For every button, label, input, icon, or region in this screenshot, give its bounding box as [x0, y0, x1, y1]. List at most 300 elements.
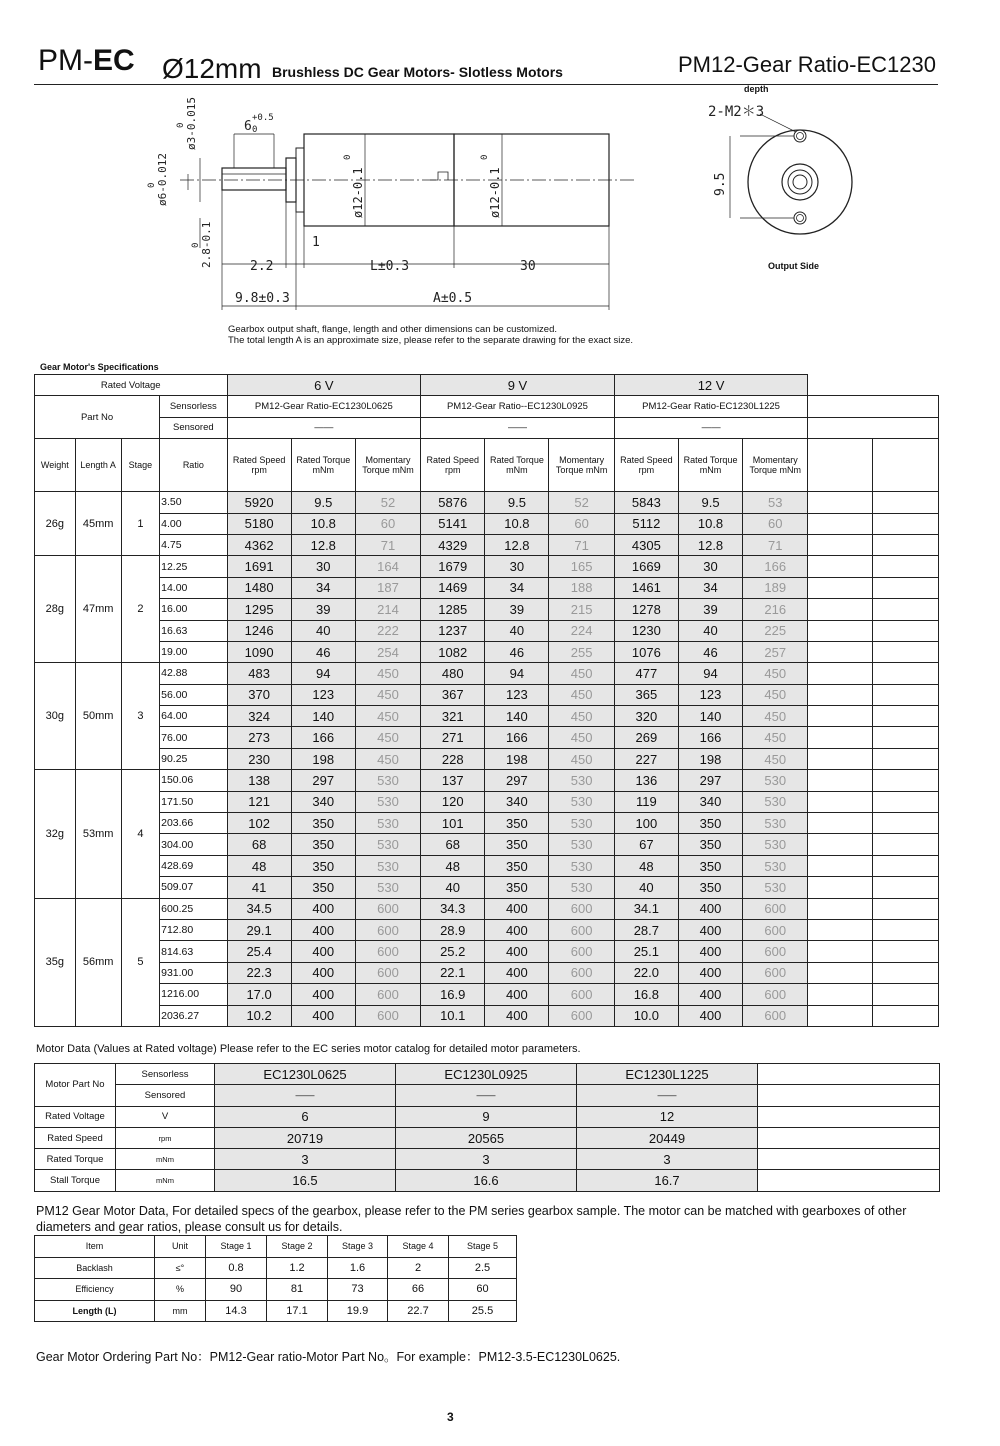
rated-voltage-12v: 12	[577, 1106, 758, 1127]
spec-row	[35, 834, 939, 855]
cell-torque-6v: 350	[291, 877, 355, 898]
blank-cell	[808, 439, 872, 492]
rated-voltage-6v: 6	[215, 1106, 396, 1127]
cell-mom-12v: 600	[743, 984, 808, 1005]
cell-ratio: 428.69	[160, 855, 227, 876]
group-stage: 1	[121, 492, 160, 556]
cell-speed-12v: 320	[614, 706, 678, 727]
cell-torque-12v: 350	[678, 877, 742, 898]
cell-speed-12v: 1230	[614, 620, 678, 641]
sensored-6v: ——	[227, 417, 421, 438]
cell-torque-12v: 400	[678, 898, 742, 919]
rated-voltage-label: Rated Voltage	[35, 375, 228, 396]
spec-row	[35, 641, 939, 662]
col-mom-6v: Momentary Torque mNm	[355, 439, 420, 492]
cell-speed-6v: 138	[227, 770, 291, 791]
cell-torque-9v: 166	[485, 727, 549, 748]
col-weight: Weight	[35, 439, 76, 492]
cell-mom-12v: 71	[743, 534, 808, 555]
gearbox-stage-value: 81	[267, 1279, 328, 1301]
blank-cell	[758, 1064, 940, 1085]
cell-ratio: 16.63	[160, 620, 227, 641]
cell-torque-9v: 46	[485, 641, 549, 662]
cell-ratio: 42.88	[160, 663, 227, 684]
motor-sensored-label: Sensored	[116, 1085, 215, 1106]
rated-torque-label: Rated Torque	[35, 1149, 116, 1170]
group-weight: 35g	[35, 898, 76, 1026]
motor-sensored-6v: ——	[215, 1085, 396, 1106]
cell-torque-6v: 350	[291, 813, 355, 834]
cell-speed-12v: 67	[614, 834, 678, 855]
cell-mom-12v: 225	[743, 620, 808, 641]
cell-torque-9v: 350	[485, 877, 549, 898]
cell-speed-9v: 101	[421, 813, 485, 834]
cell-speed-9v: 271	[421, 727, 485, 748]
blank-cell	[872, 877, 938, 898]
blank-cell	[808, 813, 872, 834]
spec-row	[35, 684, 939, 705]
cell-torque-9v: 297	[485, 770, 549, 791]
gearbox-header: Stage 2	[267, 1236, 328, 1258]
cell-torque-12v: 40	[678, 620, 742, 641]
blank-cell	[808, 941, 872, 962]
cell-torque-6v: 39	[291, 599, 355, 620]
gearbox-unit: %	[155, 1279, 206, 1301]
blank-cell	[872, 834, 938, 855]
blank-cell	[872, 439, 938, 492]
cell-mom-6v: 600	[355, 962, 420, 983]
cell-mom-6v: 530	[355, 813, 420, 834]
cell-speed-9v: 16.9	[421, 984, 485, 1005]
cell-torque-12v: 34	[678, 577, 742, 598]
blank-cell	[758, 1170, 940, 1191]
cell-mom-6v: 530	[355, 855, 420, 876]
cell-torque-12v: 297	[678, 770, 742, 791]
gearbox-unit: ≤°	[155, 1257, 206, 1279]
cell-torque-6v: 12.8	[291, 534, 355, 555]
cell-ratio: 19.00	[160, 641, 227, 662]
blank-cell	[872, 492, 938, 513]
cell-mom-9v: 71	[549, 534, 614, 555]
motor-part-6v: EC1230L0625	[215, 1064, 396, 1085]
cell-torque-12v: 123	[678, 684, 742, 705]
cell-torque-9v: 123	[485, 684, 549, 705]
dim-motor-len: 30	[520, 259, 536, 274]
cell-torque-12v: 400	[678, 1005, 742, 1026]
cell-torque-6v: 400	[291, 919, 355, 940]
cell-speed-9v: 34.3	[421, 898, 485, 919]
cell-torque-6v: 166	[291, 727, 355, 748]
cell-speed-6v: 370	[227, 684, 291, 705]
blank-cell	[872, 984, 938, 1005]
col-mom-12v: Momentary Torque mNm	[743, 439, 808, 492]
cell-torque-9v: 350	[485, 813, 549, 834]
depth-label: depth	[744, 84, 769, 94]
blank-cell	[808, 706, 872, 727]
cell-mom-6v: 222	[355, 620, 420, 641]
spec-row	[35, 984, 939, 1005]
cell-torque-6v: 340	[291, 791, 355, 812]
blank-cell	[872, 1005, 938, 1026]
cell-torque-9v: 30	[485, 556, 549, 577]
blank-cell	[808, 684, 872, 705]
cell-torque-9v: 340	[485, 791, 549, 812]
gearbox-item: Efficiency	[35, 1279, 155, 1301]
dim-out-len: 9.8±0.3	[235, 291, 290, 306]
cell-ratio: 600.25	[160, 898, 227, 919]
group-stage: 4	[121, 770, 160, 898]
cell-speed-9v: 25.2	[421, 941, 485, 962]
cell-speed-6v: 5920	[227, 492, 291, 513]
blank-cell	[872, 748, 938, 769]
cell-ratio: 509.07	[160, 877, 227, 898]
gearbox-table	[34, 1235, 517, 1322]
blank-cell	[758, 1127, 940, 1148]
cell-torque-12v: 340	[678, 791, 742, 812]
note-customize: Gearbox output shaft, flange, length and other dimensions can be customized.	[228, 324, 558, 335]
cell-speed-12v: 477	[614, 663, 678, 684]
cell-mom-12v: 530	[743, 813, 808, 834]
gearbox-stage-value: 1.2	[267, 1257, 328, 1279]
cell-torque-12v: 400	[678, 941, 742, 962]
cell-torque-12v: 9.5	[678, 492, 742, 513]
cell-speed-9v: 367	[421, 684, 485, 705]
cell-mom-9v: 600	[549, 919, 614, 940]
cell-mom-6v: 450	[355, 748, 420, 769]
cell-speed-12v: 119	[614, 791, 678, 812]
cell-mom-9v: 600	[549, 984, 614, 1005]
cell-speed-12v: 16.8	[614, 984, 678, 1005]
cell-torque-9v: 350	[485, 834, 549, 855]
cell-torque-9v: 400	[485, 898, 549, 919]
cell-mom-6v: 52	[355, 492, 420, 513]
cell-mom-6v: 60	[355, 513, 420, 534]
cell-mom-6v: 164	[355, 556, 420, 577]
gearbox-row	[35, 1257, 517, 1279]
output-side-label: Output Side	[768, 261, 819, 271]
cell-mom-12v: 450	[743, 748, 808, 769]
cell-mom-9v: 530	[549, 855, 614, 876]
cell-torque-6v: 30	[291, 556, 355, 577]
cell-speed-9v: 480	[421, 663, 485, 684]
blank-cell	[808, 396, 939, 417]
dim-gear-len: L±0.3	[370, 259, 410, 274]
cell-ratio: 814.63	[160, 941, 227, 962]
spec-row	[35, 556, 939, 577]
cell-speed-9v: 5141	[421, 513, 485, 534]
stall-torque-12v: 16.7	[577, 1170, 758, 1191]
stall-torque-9v: 16.6	[396, 1170, 577, 1191]
cell-speed-9v: 1237	[421, 620, 485, 641]
cell-speed-9v: 1469	[421, 577, 485, 598]
dim-flange-dia: ø6-0.012	[156, 153, 169, 206]
cell-torque-12v: 39	[678, 599, 742, 620]
gearbox-header: Stage 1	[206, 1236, 267, 1258]
cell-speed-12v: 25.1	[614, 941, 678, 962]
cell-speed-12v: 4305	[614, 534, 678, 555]
group-stage: 5	[121, 898, 160, 1026]
col-ratio: Ratio	[160, 439, 227, 492]
dim-shaft-dia-tol: 0	[176, 122, 186, 128]
spec-row	[35, 577, 939, 598]
cell-speed-12v: 28.7	[614, 919, 678, 940]
gearbox-stage-value: 73	[328, 1279, 388, 1301]
cell-torque-6v: 9.5	[291, 492, 355, 513]
cell-ratio: 16.00	[160, 599, 227, 620]
cell-mom-12v: 600	[743, 962, 808, 983]
cell-mom-12v: 166	[743, 556, 808, 577]
cell-torque-12v: 400	[678, 919, 742, 940]
blank-cell	[808, 1005, 872, 1026]
subtitle: Brushless DC Gear Motors- Slotless Motors	[272, 64, 563, 80]
cell-ratio: 203.66	[160, 813, 227, 834]
blank-cell	[872, 577, 938, 598]
blank-cell	[808, 984, 872, 1005]
col-torque-6v: Rated Torque mNm	[291, 439, 355, 492]
cell-ratio: 3.50	[160, 492, 227, 513]
cell-mom-12v: 216	[743, 599, 808, 620]
diameter-title: Ø12mm	[162, 53, 262, 84]
cell-torque-6v: 34	[291, 577, 355, 598]
blank-cell	[872, 962, 938, 983]
cell-torque-12v: 12.8	[678, 534, 742, 555]
cell-torque-6v: 400	[291, 984, 355, 1005]
cell-ratio: 4.75	[160, 534, 227, 555]
model-title: PM12-Gear Ratio-EC1230	[677, 52, 936, 77]
cell-torque-12v: 30	[678, 556, 742, 577]
blank-cell	[808, 641, 872, 662]
dim-key-len: 6	[244, 119, 252, 134]
spec-row	[35, 898, 939, 919]
blank-cell	[808, 663, 872, 684]
cell-mom-6v: 450	[355, 727, 420, 748]
cell-speed-6v: 230	[227, 748, 291, 769]
cell-ratio: 4.00	[160, 513, 227, 534]
cell-torque-6v: 94	[291, 663, 355, 684]
cell-ratio: 76.00	[160, 727, 227, 748]
cell-torque-12v: 198	[678, 748, 742, 769]
cell-speed-9v: 321	[421, 706, 485, 727]
cell-torque-6v: 350	[291, 834, 355, 855]
cell-ratio: 2036.27	[160, 1005, 227, 1026]
motor-data-caption: Motor Data (Values at Rated voltage) Please refer to the EC series motor catalog for detailed motor parameters.	[36, 1043, 581, 1055]
blank-cell	[872, 599, 938, 620]
motor-part-12v: EC1230L1225	[577, 1064, 758, 1085]
side-view-drawing	[140, 88, 640, 313]
cell-torque-6v: 350	[291, 855, 355, 876]
blank-cell	[808, 534, 872, 555]
cell-torque-9v: 34	[485, 577, 549, 598]
cell-mom-9v: 530	[549, 770, 614, 791]
cell-speed-12v: 365	[614, 684, 678, 705]
cell-mom-12v: 530	[743, 834, 808, 855]
cell-speed-6v: 41	[227, 877, 291, 898]
cell-ratio: 64.00	[160, 706, 227, 727]
cell-torque-9v: 12.8	[485, 534, 549, 555]
motor-sensored-12v: ——	[577, 1085, 758, 1106]
blank-cell	[808, 855, 872, 876]
blank-cell	[808, 791, 872, 812]
spec-row	[35, 877, 939, 898]
gearbox-row	[35, 1279, 517, 1301]
cell-mom-12v: 257	[743, 641, 808, 662]
rated-voltage-label: Rated Voltage	[35, 1106, 116, 1127]
cell-torque-9v: 140	[485, 706, 549, 727]
cell-torque-12v: 10.8	[678, 513, 742, 534]
gearbox-header: Stage 5	[449, 1236, 517, 1258]
cell-speed-9v: 48	[421, 855, 485, 876]
rated-speed-label: Rated Speed	[35, 1127, 116, 1148]
dim-body-dia: ø12-0.1	[351, 167, 365, 218]
blank-cell	[808, 577, 872, 598]
unit-mnm: mNm	[116, 1149, 215, 1170]
cell-torque-12v: 350	[678, 834, 742, 855]
group-length: 45mm	[75, 492, 121, 556]
blank-cell	[808, 492, 872, 513]
cell-mom-9v: 530	[549, 834, 614, 855]
cell-mom-12v: 450	[743, 727, 808, 748]
cell-mom-9v: 188	[549, 577, 614, 598]
cell-mom-6v: 254	[355, 641, 420, 662]
cell-mom-9v: 450	[549, 684, 614, 705]
cell-speed-6v: 1691	[227, 556, 291, 577]
spec-row	[35, 620, 939, 641]
blank-cell	[808, 919, 872, 940]
cell-mom-9v: 450	[549, 706, 614, 727]
cell-ratio: 304.00	[160, 834, 227, 855]
cell-speed-12v: 22.0	[614, 962, 678, 983]
spec-row	[35, 513, 939, 534]
cell-speed-9v: 40	[421, 877, 485, 898]
cell-speed-6v: 483	[227, 663, 291, 684]
gearbox-stage-value: 1.6	[328, 1257, 388, 1279]
brand-title: PM-EC	[38, 44, 135, 77]
blank-cell	[808, 898, 872, 919]
motor-part-9v: EC1230L0925	[396, 1064, 577, 1085]
cell-torque-12v: 350	[678, 813, 742, 834]
cell-speed-12v: 1076	[614, 641, 678, 662]
cell-torque-6v: 297	[291, 770, 355, 791]
dim-motor-dia-tol: 0	[480, 154, 490, 160]
cell-mom-9v: 60	[549, 513, 614, 534]
spec-row	[35, 941, 939, 962]
gearbox-stage-value: 22.7	[388, 1300, 449, 1322]
cell-mom-9v: 450	[549, 727, 614, 748]
cell-speed-12v: 5843	[614, 492, 678, 513]
cell-speed-9v: 1082	[421, 641, 485, 662]
cell-mom-12v: 600	[743, 941, 808, 962]
gearbox-stage-value: 60	[449, 1279, 517, 1301]
rated-torque-12v: 3	[577, 1149, 758, 1170]
dim-motor-dia: ø12-0.1	[488, 167, 502, 218]
sensored-12v: ——	[614, 417, 808, 438]
cell-speed-12v: 1278	[614, 599, 678, 620]
cell-torque-6v: 123	[291, 684, 355, 705]
cell-speed-6v: 4362	[227, 534, 291, 555]
cell-ratio: 14.00	[160, 577, 227, 598]
cell-torque-6v: 400	[291, 898, 355, 919]
cell-mom-12v: 530	[743, 877, 808, 898]
cell-torque-6v: 40	[291, 620, 355, 641]
cell-torque-9v: 400	[485, 941, 549, 962]
group-weight: 26g	[35, 492, 76, 556]
cell-torque-9v: 350	[485, 855, 549, 876]
blank-cell	[872, 770, 938, 791]
cell-speed-12v: 10.0	[614, 1005, 678, 1026]
spec-row	[35, 599, 939, 620]
cell-speed-12v: 269	[614, 727, 678, 748]
cell-torque-9v: 39	[485, 599, 549, 620]
cell-mom-9v: 450	[549, 748, 614, 769]
col-torque-9v: Rated Torque mNm	[485, 439, 549, 492]
group-length: 50mm	[75, 663, 121, 770]
dim-total-len: A±0.5	[433, 291, 473, 306]
group-weight: 32g	[35, 770, 76, 898]
cell-speed-9v: 68	[421, 834, 485, 855]
cell-mom-9v: 530	[549, 877, 614, 898]
blank-cell	[808, 513, 872, 534]
cell-mom-12v: 530	[743, 770, 808, 791]
gearbox-stage-value: 17.1	[267, 1300, 328, 1322]
cell-torque-9v: 94	[485, 663, 549, 684]
cell-speed-9v: 5876	[421, 492, 485, 513]
blank-cell	[872, 641, 938, 662]
blank-cell	[872, 706, 938, 727]
blank-cell	[808, 556, 872, 577]
cell-ratio: 712.80	[160, 919, 227, 940]
rated-voltage-9v: 9	[396, 1106, 577, 1127]
gearbox-header: Stage 3	[328, 1236, 388, 1258]
cell-torque-6v: 140	[291, 706, 355, 727]
spec-row	[35, 791, 939, 812]
blank-cell	[872, 727, 938, 748]
gearbox-stage-value: 19.9	[328, 1300, 388, 1322]
cell-ratio: 150.06	[160, 770, 227, 791]
spec-row	[35, 534, 939, 555]
group-stage: 2	[121, 556, 160, 663]
cell-speed-12v: 34.1	[614, 898, 678, 919]
gearbox-stage-value: 14.3	[206, 1300, 267, 1322]
cell-ratio: 90.25	[160, 748, 227, 769]
dim-shaft-dia: ø3-0.015	[185, 97, 198, 150]
sensorless-label: Sensorless	[160, 396, 227, 417]
group-stage: 3	[121, 663, 160, 770]
cell-speed-6v: 29.1	[227, 919, 291, 940]
gearbox-stage-value: 2.5	[449, 1257, 517, 1279]
cell-speed-6v: 5180	[227, 513, 291, 534]
cell-torque-12v: 400	[678, 962, 742, 983]
stall-torque-label: Stall Torque	[35, 1170, 116, 1191]
blank-cell	[872, 855, 938, 876]
page-number: 3	[447, 1410, 454, 1424]
group-weight: 30g	[35, 663, 76, 770]
cell-speed-12v: 40	[614, 877, 678, 898]
cell-torque-6v: 400	[291, 1005, 355, 1026]
cell-mom-9v: 600	[549, 962, 614, 983]
blank-cell	[872, 375, 938, 396]
part-no-label: Part No	[35, 396, 160, 439]
cell-speed-6v: 1246	[227, 620, 291, 641]
cell-torque-9v: 400	[485, 919, 549, 940]
rated-speed-12v: 20449	[577, 1127, 758, 1148]
gearbox-intro: PM12 Gear Motor Data, For detailed specs of the gearbox, please refer to the PM series gearbox sample. The motor can be matched with gearboxes of other diameters and gear ratios, please consult us for details.	[36, 1204, 907, 1234]
cell-speed-6v: 102	[227, 813, 291, 834]
cell-torque-12v: 46	[678, 641, 742, 662]
gear-motor-spec-table	[34, 374, 939, 1027]
dim-flange-dia-tol: 0	[147, 182, 157, 188]
cell-speed-6v: 1090	[227, 641, 291, 662]
col-speed-6v: Rated Speed rpm	[227, 439, 291, 492]
